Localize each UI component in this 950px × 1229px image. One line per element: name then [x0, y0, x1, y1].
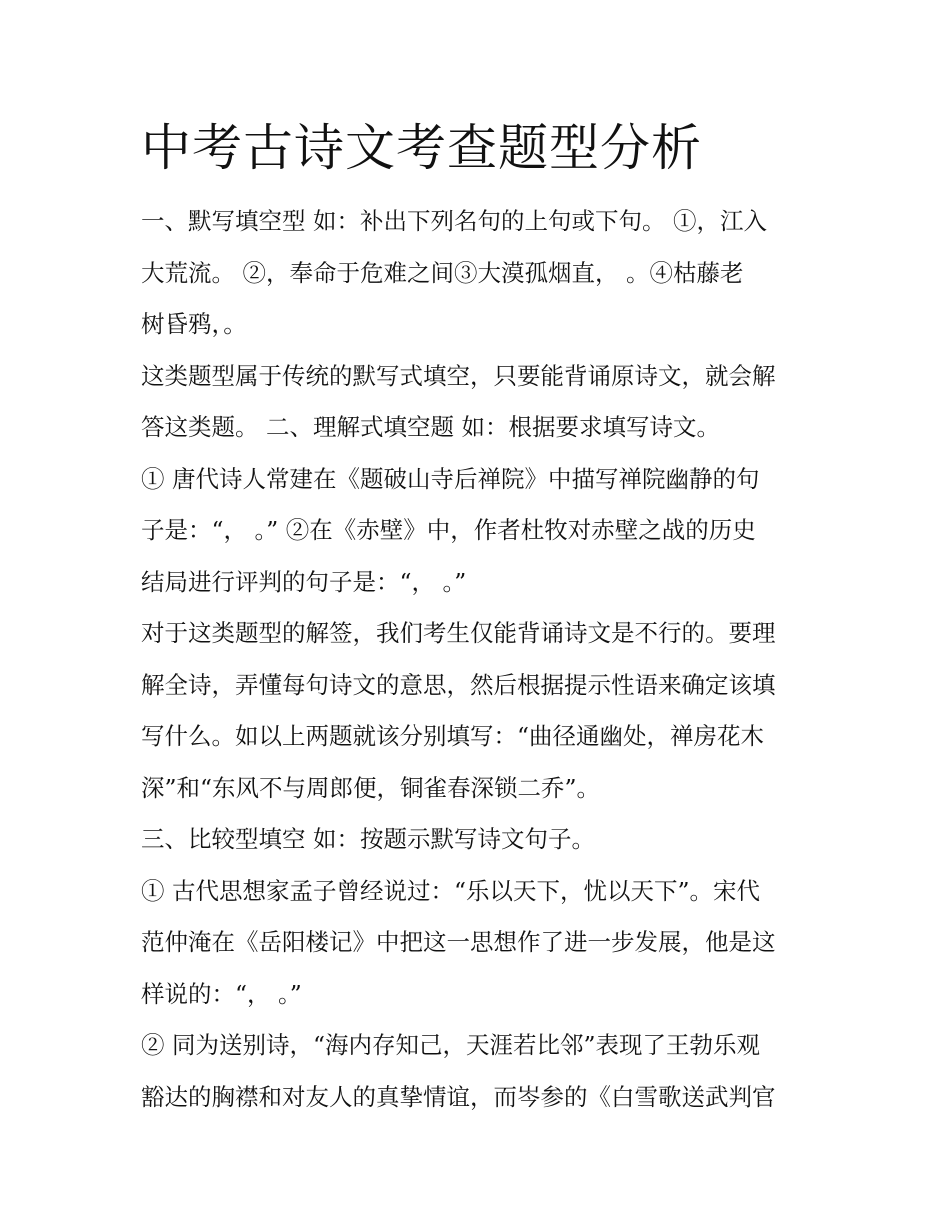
text-line: 样说的：“， 。” [141, 979, 302, 1008]
text-line: 答这类题。 二、理解式填空题 如：根据要求填写诗文。 [141, 413, 720, 441]
text-line: 对于这类题型的解签，我们考生仅能背诵诗文是不行的。要理 [141, 619, 776, 647]
text-line: 写什么。如以上两题就该分别填写：“曲径通幽处，禅房花木 [141, 722, 765, 750]
text-line: 树昏鸦，。 [141, 310, 247, 338]
text-line: 子是：“， 。” ②在《赤壁》中，作者杜牧对赤壁之战的历史 [141, 516, 756, 544]
text-line: 结局进行评判的句子是：“， 。” [141, 567, 467, 596]
text-line: 解全诗，弄懂每句诗文的意思，然后根据提示性语来确定该填 [141, 670, 776, 699]
text-line: ① 古代思想家孟子曾经说过：“乐以天下，忧以天下”。宋代 [141, 876, 760, 905]
text-line: 三、比较型填空 如：按题示默写诗文句子。 [141, 825, 595, 853]
text-line: 一、默写填空型 如：补出下列名句的上句或下句。 ①，江入 [141, 207, 767, 235]
text-line: 豁达的胸襟和对友人的真挚情谊，而岑参的《白雪歌送武判官 [141, 1082, 776, 1111]
text-line: 深”和“东风不与周郎便，铜雀春深锁二乔”。 [141, 773, 601, 802]
document-title: 中考古诗文考查题型分析 [141, 119, 702, 177]
text-line: ① 唐代诗人常建在《题破山寺后禅院》中描写禅院幽静的句 [141, 464, 760, 493]
text-line: ② 同为送别诗，“海内存知己，天涯若比邻”表现了王勃乐观 [141, 1031, 760, 1059]
document-body [141, 196, 821, 1123]
text-line: 这类题型属于传统的默写式填空，只要能背诵原诗文，就会解 [141, 361, 776, 390]
text-line: 范仲淹在《岳阳楼记》中把这一思想作了进一步发展，他是这 [141, 928, 776, 956]
text-line: 大荒流。 ②，奉命于危难之间③大漠孤烟直， 。④枯藤老 [141, 258, 744, 287]
